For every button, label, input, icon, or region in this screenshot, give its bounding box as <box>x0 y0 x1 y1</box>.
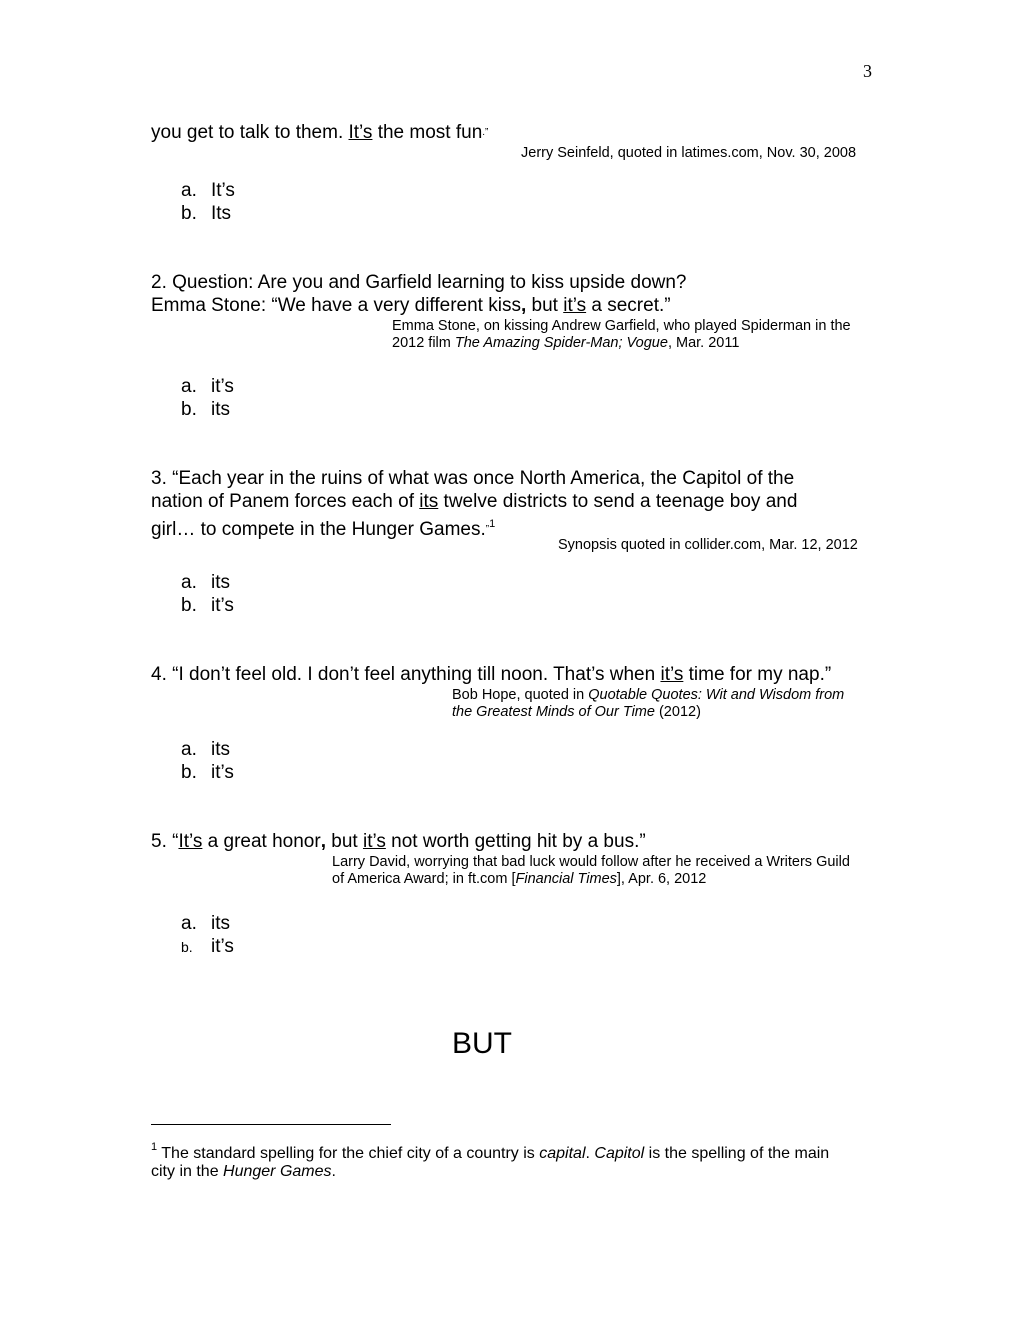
q5-quote-line <box>151 830 646 853</box>
option-marker: b. <box>181 399 197 420</box>
option-text: Its <box>211 203 232 224</box>
but-heading: BUT <box>452 1027 512 1060</box>
q4-option-a[interactable] <box>181 738 230 761</box>
q3-close-quote: ” <box>485 524 490 535</box>
option-text: it’s <box>211 762 234 783</box>
q4-source-year: (2012) <box>654 704 701 720</box>
q5-source-title: Financial Times <box>515 871 617 887</box>
footnote-text-end: is the spelling of the main <box>644 1145 830 1162</box>
option-marker: b. <box>181 203 197 224</box>
q5-comma: , <box>320 831 326 852</box>
q5-underlined-word-2: it’s <box>362 831 386 852</box>
q2-option-a[interactable] <box>181 375 234 398</box>
footnote-separator <box>151 1124 391 1125</box>
q3-text: nation of Panem forces each of <box>151 491 420 512</box>
q2-question-line: 2. Question: Are you and Garfield learning to kiss upside down? <box>151 272 687 293</box>
q4-underlined-word: it’s <box>660 664 684 685</box>
option-text: It’s <box>211 180 235 201</box>
q3-text-end: twelve districts to send a teenage boy and <box>438 491 798 512</box>
q3-underlined-word: its <box>419 491 439 512</box>
q1-quote-line <box>151 121 488 144</box>
q5-option-a[interactable] <box>181 912 230 935</box>
q4-quote-line <box>151 663 831 686</box>
q4-source-line1 <box>452 686 844 704</box>
footnote-text: The standard spelling for the chief city of a country is <box>157 1145 540 1162</box>
q5-text-end: not worth getting hit by a bus.” <box>385 831 646 852</box>
q2-source-line1: Emma Stone, on kissing Andrew Garfield, who played Spiderman in the <box>392 318 851 334</box>
q5-underlined-word-1: It’s <box>178 831 203 852</box>
option-marker: a. <box>181 180 197 201</box>
option-marker: b. <box>181 595 197 616</box>
footnote-period: . <box>331 1163 336 1180</box>
option-marker: a. <box>181 739 197 760</box>
q3-quote-line1: 3. “Each year in the ruins of what was once North America, the Capitol of the <box>151 468 795 489</box>
option-marker: a. <box>181 572 197 593</box>
q2-source-date: , Mar. 2011 <box>667 335 740 351</box>
page-number: 3 <box>863 61 872 81</box>
q4-source-line2 <box>452 703 701 721</box>
option-text: it’s <box>211 936 234 957</box>
q5-text: 5. “ <box>151 831 179 852</box>
option-marker: a. <box>181 913 197 934</box>
option-text: it’s <box>211 595 234 616</box>
q2-underlined-word: it’s <box>563 295 587 316</box>
q2-text-mid: but <box>526 295 564 316</box>
q5-source-text: of America Award; in ft.com [ <box>332 871 516 887</box>
footnote-number: 1 <box>151 1141 158 1153</box>
q5-option-b[interactable] <box>181 935 234 959</box>
q1-underlined-word: It’s <box>348 122 373 143</box>
q2-text: Emma Stone: “We have a very different kiss <box>151 295 521 316</box>
q3-option-a[interactable] <box>181 571 230 594</box>
option-text: its <box>211 399 230 420</box>
q5-text-mid: a great honor <box>202 831 321 852</box>
option-marker: a. <box>181 376 197 397</box>
q3-source: Synopsis quoted in collider.com, Mar. 12, 2012 <box>558 537 858 553</box>
q1-text: you get to talk to them. <box>151 122 349 143</box>
q3-option-b[interactable] <box>181 594 234 617</box>
q2-source-title: The Amazing Spider-Man; Vogue <box>454 335 668 351</box>
q4-text-end: time for my nap.” <box>683 664 832 685</box>
q4-text: 4. “I don’t feel old. I don’t feel anything till noon. That’s when <box>151 664 661 685</box>
q4-option-b[interactable] <box>181 761 234 784</box>
option-marker: b. <box>181 762 197 783</box>
option-marker: b. <box>181 939 193 955</box>
q1-close-quote: .” <box>482 127 489 138</box>
q1-text-end: the most fun <box>372 122 483 143</box>
footnote-text2: city in the <box>151 1163 224 1180</box>
q2-option-b[interactable] <box>181 398 230 421</box>
footnote-italic-title: Hunger Games <box>223 1163 332 1180</box>
q5-source-line2 <box>332 870 706 888</box>
option-text: its <box>211 739 230 760</box>
q5-source-date: ], Apr. 6, 2012 <box>616 871 707 887</box>
q3-text-last: girl… to compete in the Hunger Games. <box>151 519 486 540</box>
q4-source-text: Bob Hope, quoted in <box>452 687 589 703</box>
q2-source-text: 2012 film <box>392 335 455 351</box>
footnote-italic-capitol: Capitol <box>594 1145 645 1162</box>
q1-option-a[interactable] <box>181 179 235 202</box>
q3-quote-line3 <box>151 513 495 541</box>
q2-quote-line <box>151 294 671 317</box>
q4-source-title: Quotable Quotes: Wit and Wisdom from <box>588 687 845 703</box>
q2-source-line2 <box>392 334 739 352</box>
q3-quote-line2 <box>151 490 797 513</box>
q1-option-b[interactable] <box>181 202 231 225</box>
q4-source-title-cont: the Greatest Minds of Our Time <box>452 704 655 720</box>
footnote-italic-capital: capital <box>539 1145 586 1162</box>
q1-source: Jerry Seinfeld, quoted in latimes.com, Nov. 30, 2008 <box>521 145 857 161</box>
option-text: its <box>211 572 230 593</box>
q5-source-line1: Larry David, worrying that bad luck would follow after he received a Writers Guild <box>332 854 850 870</box>
q2-text-end: a secret.” <box>586 295 671 316</box>
footnote-text-mid: . <box>585 1145 595 1162</box>
footnote-reference[interactable]: 1 <box>489 518 496 530</box>
option-text: it’s <box>211 376 234 397</box>
q5-text-mid2: but <box>325 831 363 852</box>
option-text: its <box>211 913 230 934</box>
q2-comma: , <box>520 295 527 316</box>
footnote-line2 <box>151 1160 336 1183</box>
